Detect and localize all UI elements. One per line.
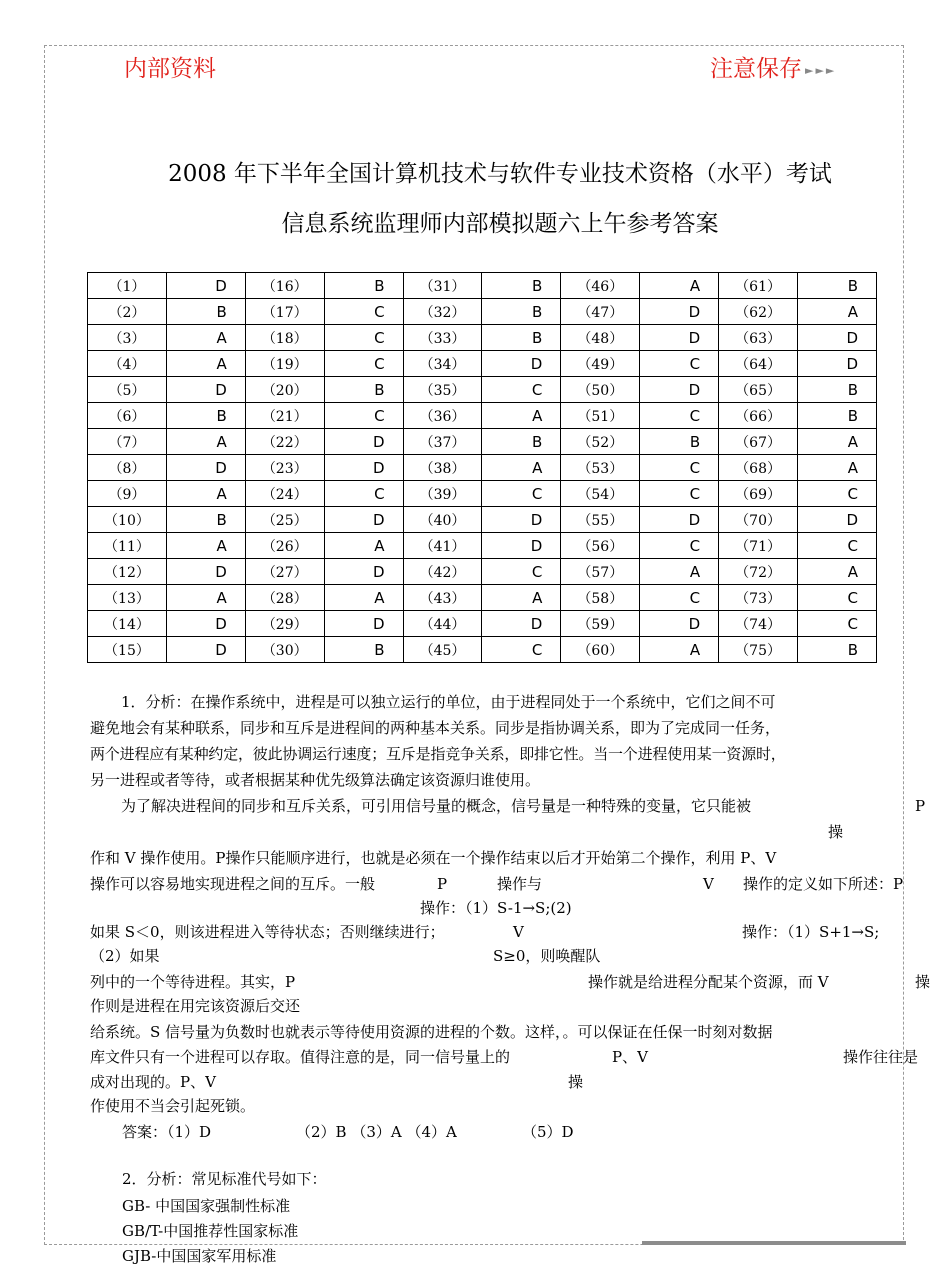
analysis-line: 另一进程或者等待，或者根据某种优先级算法确定该资源归谁使用。 <box>90 771 541 789</box>
analysis-fragment: 操 <box>828 823 844 841</box>
answer-letter: B <box>640 429 719 455</box>
answer-letter: A <box>166 533 245 559</box>
answer-letter: C <box>798 533 877 559</box>
answer-letter: C <box>640 585 719 611</box>
answer-letter: A <box>640 637 719 663</box>
answer-letter: D <box>166 273 245 299</box>
analysis-fragment: 操 <box>568 1073 584 1091</box>
answer-letter: B <box>482 299 561 325</box>
analysis-line: 列中的一个等待进程。其实，P <box>90 973 296 991</box>
answer-letter: C <box>324 351 403 377</box>
question-number: （16） <box>245 273 324 299</box>
answer-letter: A <box>798 559 877 585</box>
answer-letter: B <box>798 637 877 663</box>
answer-letter: D <box>324 455 403 481</box>
answer-letter: C <box>640 351 719 377</box>
question-number: （40） <box>403 507 482 533</box>
analysis-fragment: 操作的定义如下所述：P <box>743 875 904 893</box>
answer-letter: B <box>798 273 877 299</box>
answer-letter: D <box>482 533 561 559</box>
answer-letter: A <box>166 351 245 377</box>
answer-letter: D <box>166 637 245 663</box>
analysis-line: 为了解决进程间的同步和互斥关系，可引用信号量的概念，信号量是一种特殊的变量，它只能被 <box>121 797 752 815</box>
answer-letter: A <box>798 429 877 455</box>
answer-letter: D <box>324 559 403 585</box>
analysis-line: 避免地会有某种联系，同步和互斥是进程间的两种基本关系。同步是指协调关系，即为了完成同一任务， <box>90 719 781 737</box>
analysis-fragment: V <box>703 875 714 893</box>
answer-letter: C <box>324 299 403 325</box>
question-number: （65） <box>719 377 798 403</box>
answer-letter: D <box>798 351 877 377</box>
answer-letter: A <box>640 273 719 299</box>
analysis-line: 操作可以容易地实现进程之间的互斥。一般 <box>90 875 376 893</box>
answer-letter: C <box>482 377 561 403</box>
answer-letter: C <box>482 481 561 507</box>
answer-letter: D <box>482 611 561 637</box>
answer-letter: B <box>482 325 561 351</box>
question-number: （20） <box>245 377 324 403</box>
analysis-line: 操作：（1）S-1→S;(2) <box>420 899 572 917</box>
answer-line: （2）B （3）A （4）A <box>296 1123 457 1141</box>
answer-letter: D <box>640 299 719 325</box>
question-2-heading: 2．分析：常见标准代号如下： <box>122 1170 327 1188</box>
question-number: （61） <box>719 273 798 299</box>
analysis-fragment: 操作往往是 <box>843 1048 919 1066</box>
answer-letter: A <box>166 325 245 351</box>
header-keep-text: 注意保存 <box>710 56 802 82</box>
answer-letter: B <box>324 637 403 663</box>
answer-letter: B <box>166 507 245 533</box>
analysis-fragment: V <box>513 923 524 941</box>
analysis-fragment: P、V <box>612 1048 648 1066</box>
analysis-line: 如果 S＜0，则该进程进入等待状态；否则继续进行； <box>90 923 445 941</box>
standard-item: GJB-中国国家军用标准 <box>122 1247 277 1265</box>
question-number: （8） <box>88 455 167 481</box>
question-number: （71） <box>719 533 798 559</box>
question-number: （43） <box>403 585 482 611</box>
answer-letter: D <box>324 507 403 533</box>
question-number: （21） <box>245 403 324 429</box>
question-number: （58） <box>561 585 640 611</box>
analysis-line: 成对出现的。P、V <box>90 1073 216 1091</box>
answer-letter: C <box>798 481 877 507</box>
analysis-fragment: 操作：（1）S+1→S; <box>742 923 880 941</box>
answer-letter: D <box>640 507 719 533</box>
question-number: （22） <box>245 429 324 455</box>
analysis-fragment: P <box>915 797 926 815</box>
question-number: （28） <box>245 585 324 611</box>
answer-letter: B <box>482 429 561 455</box>
question-number: （29） <box>245 611 324 637</box>
answer-letter: C <box>640 455 719 481</box>
question-number: （53） <box>561 455 640 481</box>
analysis-line: 库文件只有一个进程可以存取。值得注意的是，同一信号量上的 <box>90 1048 511 1066</box>
question-number: （23） <box>245 455 324 481</box>
answer-line: 答案：（1）D <box>122 1123 212 1141</box>
question-number: （17） <box>245 299 324 325</box>
question-number: （38） <box>403 455 482 481</box>
answer-letter: D <box>482 507 561 533</box>
answer-letter: A <box>324 585 403 611</box>
answer-letter: A <box>482 403 561 429</box>
answer-letter: D <box>166 611 245 637</box>
question-number: （13） <box>88 585 167 611</box>
question-number: （75） <box>719 637 798 663</box>
answer-letter: C <box>324 481 403 507</box>
header-internal-label: 内部资料 <box>124 56 216 82</box>
question-number: （70） <box>719 507 798 533</box>
analysis-line: 作使用不当会引起死锁。 <box>90 1097 256 1115</box>
question-number: （37） <box>403 429 482 455</box>
question-number: （50） <box>561 377 640 403</box>
answer-letter: C <box>482 637 561 663</box>
question-number: （2） <box>88 299 167 325</box>
analysis-line: 给系统。S 信号量为负数时也就表示等待使用资源的进程的个数。这样，。可以保证在任保一时刻对数据 <box>90 1023 773 1041</box>
arrow-icons: ►►► <box>805 63 837 77</box>
question-number: （64） <box>719 351 798 377</box>
answer-letter: C <box>640 481 719 507</box>
analysis-line: （2）如果 <box>90 947 160 965</box>
answer-letter: D <box>324 429 403 455</box>
question-number: （7） <box>88 429 167 455</box>
answer-letter: B <box>324 377 403 403</box>
question-number: （52） <box>561 429 640 455</box>
question-number: （74） <box>719 611 798 637</box>
question-number: （31） <box>403 273 482 299</box>
analysis-fragment: 操 <box>915 973 931 991</box>
question-number: （69） <box>719 481 798 507</box>
answer-letter: B <box>324 273 403 299</box>
question-number: （25） <box>245 507 324 533</box>
question-number: （72） <box>719 559 798 585</box>
question-number: （19） <box>245 351 324 377</box>
answer-letter: A <box>324 533 403 559</box>
question-number: （68） <box>719 455 798 481</box>
question-number: （11） <box>88 533 167 559</box>
answer-letter: D <box>640 325 719 351</box>
answer-letter: A <box>482 585 561 611</box>
answer-letter: C <box>324 403 403 429</box>
answer-letter: B <box>166 299 245 325</box>
question-number: （63） <box>719 325 798 351</box>
answer-letter: A <box>798 299 877 325</box>
question-number: （48） <box>561 325 640 351</box>
question-number: （47） <box>561 299 640 325</box>
question-number: （10） <box>88 507 167 533</box>
question-number: （56） <box>561 533 640 559</box>
question-number: （3） <box>88 325 167 351</box>
analysis-line: 1．分析：在操作系统中，进程是可以独立运行的单位，由于进程同处于一个系统中，它们之间不可 <box>121 693 776 711</box>
answer-letter: D <box>166 377 245 403</box>
question-number: （67） <box>719 429 798 455</box>
question-number: （6） <box>88 403 167 429</box>
question-number: （14） <box>88 611 167 637</box>
answer-letter: B <box>482 273 561 299</box>
answer-letter: C <box>324 325 403 351</box>
question-number: （24） <box>245 481 324 507</box>
answer-letter: B <box>798 403 877 429</box>
question-number: （35） <box>403 377 482 403</box>
doc-title: 2008 年下半年全国计算机技术与软件专业技术资格（水平）考试 <box>168 161 832 187</box>
question-number: （62） <box>719 299 798 325</box>
answer-letter: D <box>640 377 719 403</box>
answer-letter: A <box>482 455 561 481</box>
analysis-line: 两个进程应有某种约定，彼此协调运行速度；互斥是指竞争关系，即排它性。当一个进程使用某一资源时， <box>90 745 786 763</box>
question-number: （36） <box>403 403 482 429</box>
answer-letter: A <box>166 481 245 507</box>
analysis-fragment: 操作就是给进程分配某个资源，而 V <box>588 973 829 991</box>
answer-letter: C <box>482 559 561 585</box>
analysis-fragment: P <box>437 875 448 893</box>
analysis-fragment: S≥0，则唤醒队 <box>493 947 601 965</box>
question-number: （32） <box>403 299 482 325</box>
question-number: （45） <box>403 637 482 663</box>
answer-letter: B <box>166 403 245 429</box>
question-number: （66） <box>719 403 798 429</box>
analysis-fragment: 操作与 <box>497 875 543 893</box>
question-number: （12） <box>88 559 167 585</box>
question-number: （41） <box>403 533 482 559</box>
question-number: （34） <box>403 351 482 377</box>
answer-letter: D <box>166 455 245 481</box>
answer-letter: C <box>640 403 719 429</box>
answer-letter: D <box>482 351 561 377</box>
answer-letter: C <box>798 611 877 637</box>
doc-subtitle: 信息系统监理师内部模拟题六上午参考答案 <box>281 211 719 237</box>
question-number: （49） <box>561 351 640 377</box>
standard-item: GB- 中国国家强制性标准 <box>122 1197 291 1215</box>
question-number: （39） <box>403 481 482 507</box>
answer-letter: B <box>798 377 877 403</box>
question-number: （55） <box>561 507 640 533</box>
answer-letter: A <box>798 455 877 481</box>
answer-letter: D <box>798 507 877 533</box>
question-number: （33） <box>403 325 482 351</box>
answer-letter: D <box>640 611 719 637</box>
analysis-line: 作则是进程在用完该资源后交还 <box>90 997 301 1015</box>
answer-letter: D <box>798 325 877 351</box>
question-number: （42） <box>403 559 482 585</box>
question-number: （9） <box>88 481 167 507</box>
answer-letter: C <box>640 533 719 559</box>
question-number: （5） <box>88 377 167 403</box>
answer-letter: A <box>166 429 245 455</box>
answer-line: （5）D <box>522 1123 574 1141</box>
question-number: （46） <box>561 273 640 299</box>
question-number: （15） <box>88 637 167 663</box>
answer-letter: D <box>166 559 245 585</box>
answer-letter: D <box>324 611 403 637</box>
question-number: （18） <box>245 325 324 351</box>
question-number: （30） <box>245 637 324 663</box>
answer-letter: A <box>166 585 245 611</box>
answer-letter: C <box>798 585 877 611</box>
question-number: （1） <box>88 273 167 299</box>
question-number: （54） <box>561 481 640 507</box>
question-number: （44） <box>403 611 482 637</box>
question-number: （26） <box>245 533 324 559</box>
question-number: （73） <box>719 585 798 611</box>
answer-letter: A <box>640 559 719 585</box>
standard-item: GB/T-中国推荐性国家标准 <box>122 1222 299 1240</box>
question-number: （27） <box>245 559 324 585</box>
question-number: （4） <box>88 351 167 377</box>
question-number: （59） <box>561 611 640 637</box>
analysis-line: 作和 V 操作使用。P操作只能顺序进行，也就是必须在一个操作结束以后才开始第二个操作，利用 P、V <box>90 849 777 867</box>
question-number: （60） <box>561 637 640 663</box>
question-number: （57） <box>561 559 640 585</box>
question-number: （51） <box>561 403 640 429</box>
